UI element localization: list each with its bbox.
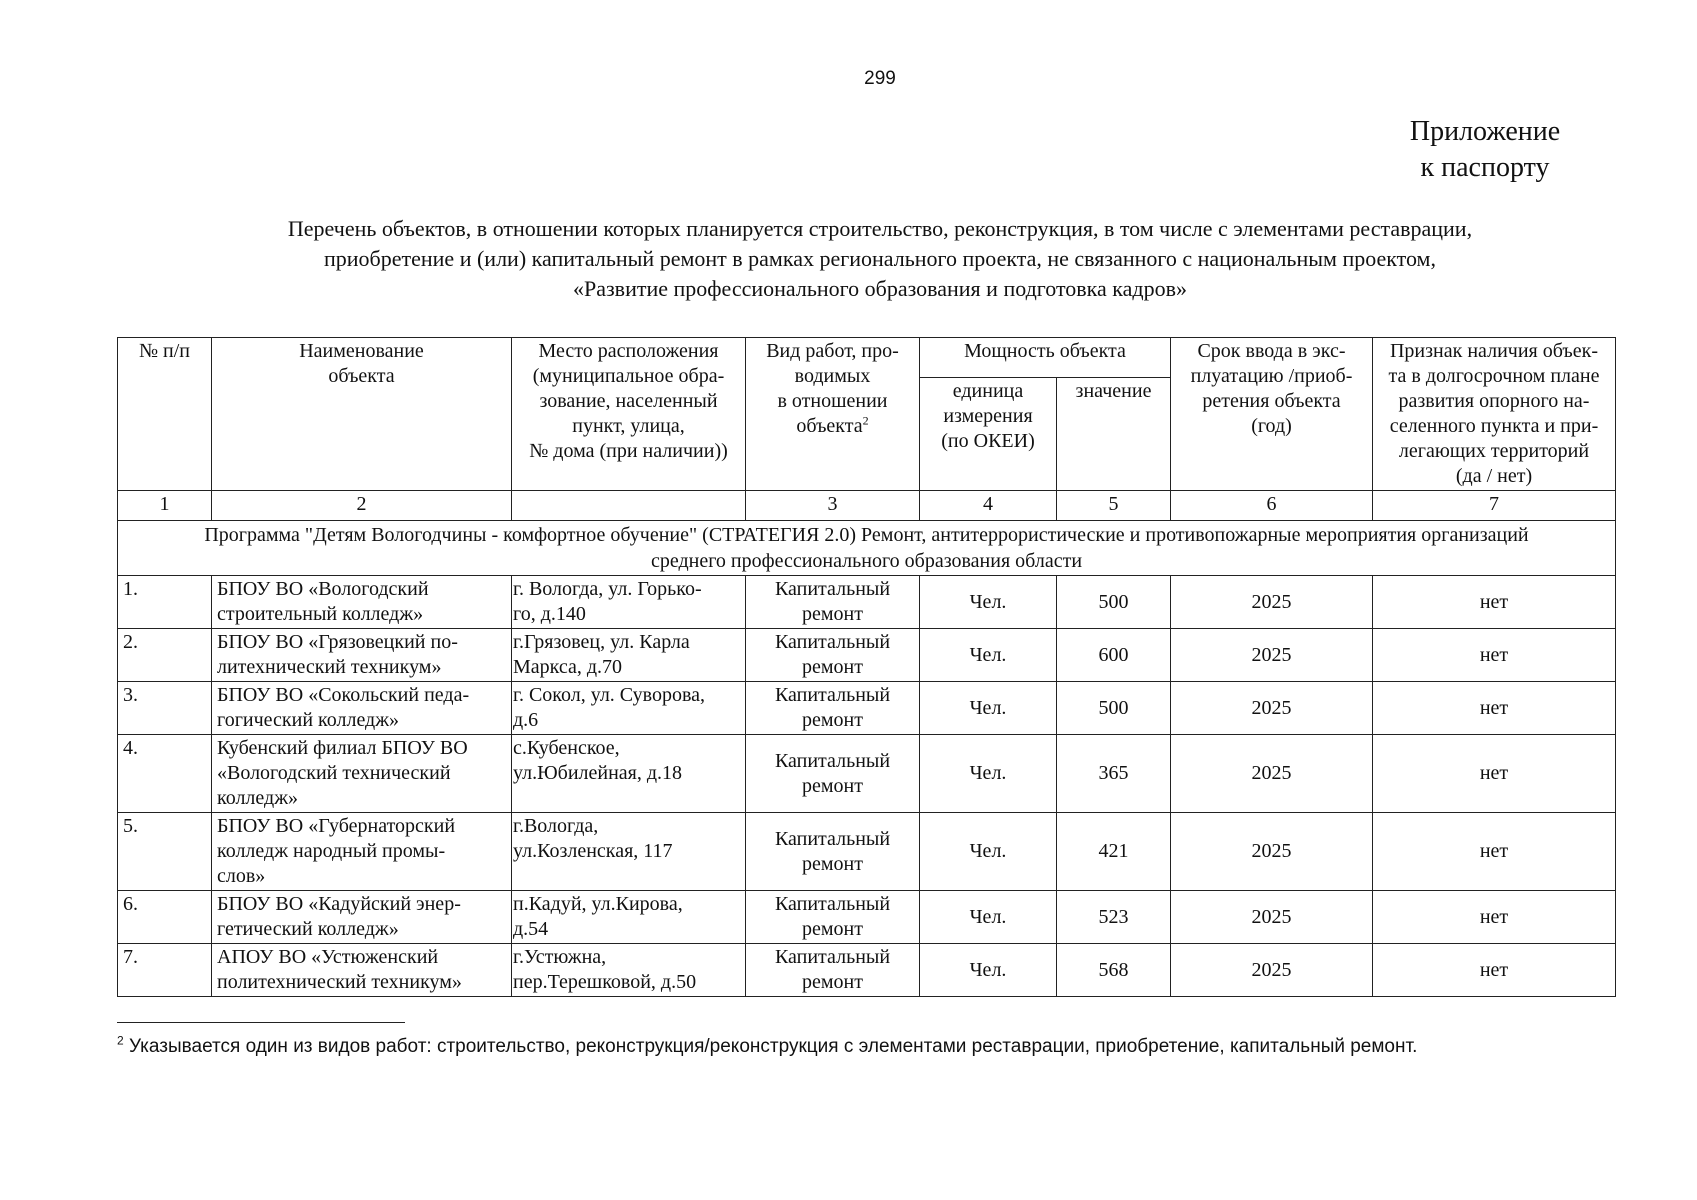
column-number: 3: [746, 491, 920, 521]
work-type-line: ремонт: [802, 918, 863, 940]
header-num: № п/п: [118, 338, 212, 491]
page-number: 299: [864, 68, 896, 89]
capacity-value: 568: [1057, 944, 1171, 997]
header-sign: [1373, 338, 1616, 491]
work-type-line: ремонт: [802, 774, 863, 797]
table-row: [118, 891, 1616, 944]
work-type-line: Капитальный: [774, 578, 891, 600]
object-name: [212, 682, 512, 735]
work-type-line: ремонт: [802, 971, 863, 993]
header-term-line: Срок ввода в экс-: [1197, 340, 1346, 362]
object-name-line: колледж»: [217, 787, 299, 809]
program-line: Программа "Детям Вологодчины - комфортное обучение" (СТРАТЕГИЯ 2.0) Ремонт, антитеррористические и противопожарные мероприятия организаций: [204, 524, 1529, 546]
appendix-label: [1395, 114, 1575, 186]
work-type: [746, 813, 920, 891]
header-unit-line: измерения: [943, 404, 1033, 427]
capacity-value: 523: [1057, 891, 1171, 944]
object-name: [212, 813, 512, 891]
work-type-line: ремонт: [802, 603, 863, 625]
object-name: [212, 891, 512, 944]
header-work-line: Вид работ, про-: [766, 340, 899, 362]
work-type-line: Капитальный: [774, 946, 891, 968]
row-number: 3.: [118, 682, 212, 735]
object-name: [212, 735, 512, 813]
column-number: 7: [1373, 491, 1616, 521]
header-name: [212, 338, 512, 491]
object-location-line: г.Вологда,: [513, 815, 599, 837]
header-location-line: (муниципальное обра-: [532, 365, 725, 387]
object-name: [212, 576, 512, 629]
object-location-line: с.Кубенское,: [513, 737, 620, 759]
object-location-line: г. Сокол, ул. Суворова,: [513, 684, 706, 706]
header-unit-line: единица: [952, 379, 1024, 402]
table-row: [118, 682, 1616, 735]
object-location-line: го, д.140: [513, 603, 586, 625]
header-location-line: Место расположения: [538, 340, 719, 362]
object-name: [212, 629, 512, 682]
object-location-line: ул.Козленская, 117: [513, 840, 673, 862]
header-sign-line: Признак наличия объек-: [1389, 340, 1599, 362]
header-capacity: Мощность объекта: [920, 338, 1171, 378]
header-sign-line: легающих территорий: [1398, 440, 1590, 462]
unit: Чел.: [920, 735, 1057, 813]
column-number: 2: [212, 491, 512, 521]
object-name: [212, 944, 512, 997]
unit: Чел.: [920, 813, 1057, 891]
work-type-line: Капитальный: [774, 749, 891, 772]
work-type: [746, 735, 920, 813]
object-name-line: гогический колледж»: [217, 709, 400, 731]
header-name-line: Наименование: [299, 340, 424, 362]
header-value: значение: [1057, 377, 1171, 490]
object-location: [512, 682, 746, 735]
object-name-line: БПОУ ВО «Грязовецкий по-: [217, 631, 458, 653]
commissioning-year: 2025: [1171, 813, 1373, 891]
column-number: 4: [920, 491, 1057, 521]
object-location-line: д.54: [513, 918, 549, 940]
title-line-1: Перечень объектов, в отношении которых планируется строительство, реконструкция, в том числе с элементами реставрации,: [287, 216, 1473, 241]
column-numbers-row: [118, 491, 1616, 521]
objects-table: [117, 337, 1616, 997]
program-title: [118, 521, 1616, 576]
object-location: [512, 629, 746, 682]
object-location-line: г.Устюжна,: [513, 946, 607, 968]
column-number: 5: [1057, 491, 1171, 521]
row-number: 6.: [118, 891, 212, 944]
commissioning-year: 2025: [1171, 682, 1373, 735]
header-unit: [920, 377, 1057, 490]
commissioning-year: 2025: [1171, 735, 1373, 813]
unit: Чел.: [920, 891, 1057, 944]
table-row: [118, 944, 1616, 997]
work-type-line: ремонт: [802, 852, 863, 875]
row-number: 4.: [118, 735, 212, 813]
header-work-line: в отношении: [777, 390, 888, 412]
object-location-line: д.6: [513, 709, 539, 731]
object-name-line: литехнический техникум»: [217, 656, 442, 678]
object-location: [512, 735, 746, 813]
commissioning-year: 2025: [1171, 891, 1373, 944]
header-term-line: ретения объекта: [1202, 390, 1341, 412]
object-name-line: БПОУ ВО «Вологодский: [217, 578, 429, 600]
capacity-value: 365: [1057, 735, 1171, 813]
column-number: 1: [118, 491, 212, 521]
table-row: [118, 813, 1616, 891]
object-location: [512, 813, 746, 891]
footnote-mark: 2: [117, 1033, 124, 1048]
work-type-line: Капитальный: [774, 684, 891, 706]
commissioning-year: 2025: [1171, 576, 1373, 629]
title-line-3: «Развитие профессионального образования и подготовка кадров»: [572, 276, 1187, 301]
header-location-line: зование, населенный: [539, 390, 718, 412]
header-term-line: (год): [1251, 415, 1292, 437]
commissioning-year: 2025: [1171, 944, 1373, 997]
table-row: [118, 735, 1616, 813]
table-row: [118, 576, 1616, 629]
object-name-line: АПОУ ВО «Устюженский: [217, 946, 439, 968]
work-type: [746, 682, 920, 735]
header-location-line: № дома (при наличии)): [529, 440, 728, 462]
column-number: 6: [1171, 491, 1373, 521]
capacity-value: 600: [1057, 629, 1171, 682]
object-name-line: БПОУ ВО «Губернаторский: [217, 815, 456, 837]
program-line: среднего профессионального образования области: [650, 550, 1083, 572]
work-type: [746, 891, 920, 944]
plan-sign: нет: [1373, 576, 1616, 629]
header-work-line: [751, 414, 914, 439]
header-term: [1171, 338, 1373, 491]
row-number: 5.: [118, 813, 212, 891]
work-type-line: Капитальный: [774, 631, 891, 653]
work-type-line: ремонт: [802, 656, 863, 678]
table-row: [118, 629, 1616, 682]
header-unit-line: (по ОКЕИ): [941, 429, 1035, 452]
unit: Чел.: [920, 576, 1057, 629]
plan-sign: нет: [1373, 813, 1616, 891]
plan-sign: нет: [1373, 944, 1616, 997]
header-location-line: пункт, улица,: [572, 415, 685, 437]
footnote-text: Указывается один из видов работ: строительство, реконструкция/реконструкция с элементами реставрации, приобретение, капитальный ремонт.: [123, 1036, 1418, 1057]
header-name-line: объекта: [328, 365, 395, 387]
footnote: [117, 1033, 1617, 1058]
appendix-line-2: к паспорту: [1420, 152, 1550, 183]
header-row-1: [118, 338, 1616, 378]
work-type: [746, 576, 920, 629]
object-name-line: БПОУ ВО «Кадуйский энер-: [217, 893, 461, 915]
plan-sign: нет: [1373, 682, 1616, 735]
object-name-line: колледж народный промы-: [217, 840, 446, 862]
capacity-value: 421: [1057, 813, 1171, 891]
header-term-line: плуатацию /приоб-: [1190, 365, 1353, 387]
unit: Чел.: [920, 944, 1057, 997]
plan-sign: нет: [1373, 629, 1616, 682]
object-name-line: «Вологодский технический: [217, 762, 451, 784]
object-name-line: политехнический техникум»: [217, 971, 462, 993]
object-location-line: ул.Юбилейная, д.18: [513, 762, 683, 784]
plan-sign: нет: [1373, 735, 1616, 813]
work-type-line: Капитальный: [774, 827, 891, 850]
capacity-value: 500: [1057, 576, 1171, 629]
object-name-line: слов»: [217, 865, 266, 887]
header-sign-line: та в долгосрочном плане: [1388, 365, 1600, 387]
title-line-2: приобретение и (или) капитальный ремонт в рамках регионального проекта, не связанного с национальным проектом,: [324, 246, 1436, 271]
work-type: [746, 944, 920, 997]
capacity-value: 500: [1057, 682, 1171, 735]
unit: Чел.: [920, 682, 1057, 735]
header-work-line: водимых: [794, 365, 871, 387]
row-number: 7.: [118, 944, 212, 997]
object-location: [512, 576, 746, 629]
footnote-ref: 2: [862, 413, 869, 428]
object-location: [512, 891, 746, 944]
object-name-line: Кубенский филиал БПОУ ВО: [217, 737, 468, 759]
row-number: 2.: [118, 629, 212, 682]
plan-sign: нет: [1373, 891, 1616, 944]
footnote-divider: [117, 1022, 405, 1023]
unit: Чел.: [920, 629, 1057, 682]
header-work-type: [746, 338, 920, 491]
header-sign-line: селенного пункта и при-: [1389, 415, 1599, 437]
object-name-line: строительный колледж»: [217, 603, 424, 625]
commissioning-year: 2025: [1171, 629, 1373, 682]
object-location-line: г. Вологда, ул. Горько-: [513, 578, 702, 600]
appendix-line-1: Приложение: [1409, 116, 1561, 147]
header-sign-line: (да / нет): [1455, 465, 1533, 487]
column-number: [512, 491, 746, 521]
object-name-line: гетический колледж»: [217, 918, 399, 940]
work-type-line: Капитальный: [774, 893, 891, 915]
object-location-line: пер.Терешковой, д.50: [513, 971, 697, 993]
object-location-line: п.Кадуй, ул.Кирова,: [513, 893, 683, 915]
object-location-line: г.Грязовец, ул. Карла: [513, 631, 690, 653]
header-sign-line: развития опорного на-: [1398, 390, 1590, 412]
work-type: [746, 629, 920, 682]
header-work-text: объекта: [796, 415, 863, 437]
object-location-line: Маркса, д.70: [513, 656, 623, 678]
document-title: [120, 214, 1640, 304]
row-number: 1.: [118, 576, 212, 629]
program-row: [118, 521, 1616, 576]
object-name-line: БПОУ ВО «Сокольский педа-: [217, 684, 470, 706]
object-location: [512, 944, 746, 997]
header-location: [512, 338, 746, 491]
work-type-line: ремонт: [802, 709, 863, 731]
